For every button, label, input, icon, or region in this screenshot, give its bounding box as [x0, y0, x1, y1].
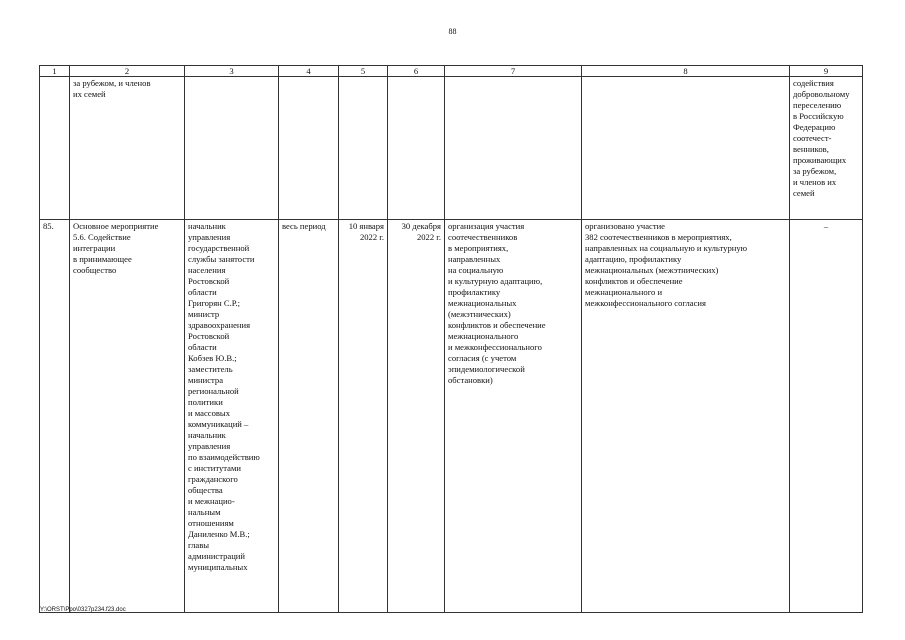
measures-table — [39, 65, 863, 613]
column-number: 8 — [582, 66, 790, 77]
actual-result-cell — [582, 77, 790, 220]
expected-result-cell — [445, 77, 582, 220]
column-number: 9 — [790, 66, 863, 77]
column-number: 3 — [185, 66, 279, 77]
measure-name-cell: за рубежом, и членов их семей — [70, 77, 185, 220]
row-number-cell: 85. — [40, 220, 70, 613]
period-cell: весь период — [279, 220, 339, 613]
notes-cell: содействия добровольному переселению в Российскую Федерацию соотечест- венников, проживающих за рубежом, и членов их семей — [790, 77, 863, 220]
actual-result-cell: организовано участие 382 соотечественников в мероприятиях, направленных на социальную и культурную адаптацию, профилактику межнациональных (межэтнических) конфликтов и обеспечение межнационального и межконфессионального согласия — [582, 220, 790, 613]
column-number-row — [40, 66, 863, 77]
start-date-cell — [339, 77, 388, 220]
row-number-cell — [40, 77, 70, 220]
responsible-cell: начальник управления государственной службы занятости населения Ростовской области Григорян С.Р.; министр здравоохранения Ростовской области Кобзев Ю.В.; заместитель министра региональной политики и массовых коммуникаций – начальник управления по взаимодействию с институтами гражданского общества и межнацио- нальным отношениям Даниленко М.В.; главы администраций муниципальных — [185, 220, 279, 613]
column-number: 1 — [40, 66, 70, 77]
table-row-continuation — [40, 77, 863, 220]
page-number: 88 — [448, 27, 457, 36]
period-cell — [279, 77, 339, 220]
column-number: 7 — [445, 66, 582, 77]
column-number: 6 — [388, 66, 445, 77]
column-number: 4 — [279, 66, 339, 77]
column-number: 5 — [339, 66, 388, 77]
start-date-cell: 10 января 2022 г. — [339, 220, 388, 613]
end-date-cell — [388, 77, 445, 220]
end-date-cell: 30 декабря 2022 г. — [388, 220, 445, 613]
responsible-cell — [185, 77, 279, 220]
expected-result-cell: организация участия соотечественников в мероприятиях, направленных на социальную и культурную адаптацию, профилактику межнациональных (межэтнических) конфликтов и обеспечение межнационального и межконфессионального согласия (с учетом эпидемиологической обстановки) — [445, 220, 582, 613]
column-number: 2 — [70, 66, 185, 77]
document-file-path: Y:\ORST\Ppo\0327p234.f23.doc — [40, 607, 126, 613]
table-row-85 — [40, 220, 863, 613]
measure-name-cell: Основное мероприятие 5.6. Содействие интеграции в принимающее сообщество — [70, 220, 185, 613]
notes-cell: – — [790, 220, 863, 613]
